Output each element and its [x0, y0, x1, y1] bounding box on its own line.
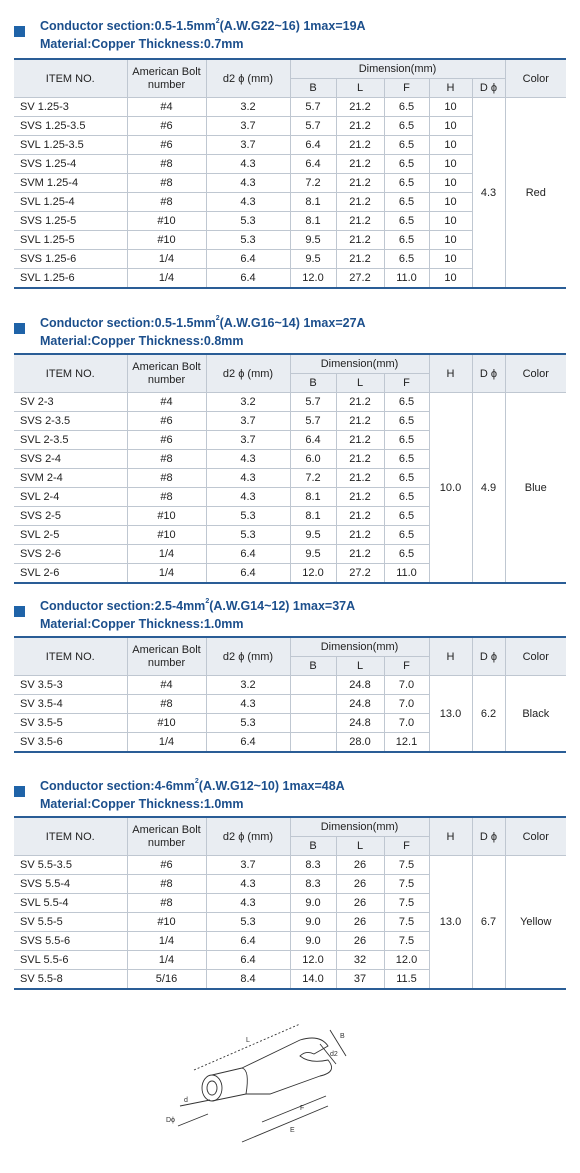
header-d2: d2 ϕ (mm) — [206, 817, 290, 856]
barrel-bore — [207, 1081, 217, 1095]
cell-d2: 4.3 — [206, 695, 290, 714]
cell-b: 9.5 — [290, 231, 336, 250]
cell-f: 6.5 — [384, 212, 429, 231]
cell-l: 21.2 — [336, 155, 384, 174]
cell-item: SVL 1.25-6 — [14, 269, 127, 289]
table-row — [14, 676, 566, 695]
cell-b: 6.4 — [290, 155, 336, 174]
cell-bolt: 1/4 — [127, 250, 206, 269]
cell-f: 6.5 — [384, 469, 429, 488]
header-bolt: American Bolt number — [127, 59, 206, 98]
cell-item: SV 3.5-6 — [14, 733, 127, 753]
cell-f: 6.5 — [384, 450, 429, 469]
cell-f: 6.5 — [384, 545, 429, 564]
cell-l: 24.8 — [336, 695, 384, 714]
label-f: F — [300, 1105, 305, 1112]
cell-d2: 6.4 — [206, 951, 290, 970]
cell-f: 11.0 — [384, 269, 429, 289]
cell-h: 10 — [429, 193, 472, 212]
cell-f: 6.5 — [384, 412, 429, 431]
cell-f: 6.5 — [384, 231, 429, 250]
cell-bolt: #4 — [127, 98, 206, 117]
cell-l: 21.2 — [336, 526, 384, 545]
cell-b: 9.0 — [290, 932, 336, 951]
section-material: Material:Copper Thickness:1.0mm — [40, 617, 244, 631]
cell-l: 21.2 — [336, 136, 384, 155]
cell-item: SVL 1.25-4 — [14, 193, 127, 212]
spec-table — [14, 58, 566, 289]
dim-line-l — [194, 1024, 300, 1070]
merged-color: Blue — [505, 393, 566, 584]
cell-bolt: #10 — [127, 526, 206, 545]
cell-l: 37 — [336, 970, 384, 990]
cell-bolt: 1/4 — [127, 733, 206, 753]
barrel-end — [242, 1068, 247, 1094]
header-color: Color — [505, 637, 566, 676]
cell-l: 21.2 — [336, 231, 384, 250]
cell-d2: 3.2 — [206, 98, 290, 117]
diagram-labels — [166, 1033, 345, 1134]
cell-d2: 5.3 — [206, 714, 290, 733]
header-color: Color — [505, 59, 566, 98]
header-b: B — [290, 374, 336, 393]
cell-b: 9.5 — [290, 526, 336, 545]
terminal-drawing — [178, 1024, 346, 1142]
cell-bolt: 1/4 — [127, 932, 206, 951]
cell-b: 8.3 — [290, 875, 336, 894]
label-d: d — [184, 1097, 188, 1104]
header-bolt: American Bolt number — [127, 354, 206, 393]
cell-item: SVM 2-4 — [14, 469, 127, 488]
section-marker-icon — [14, 606, 25, 617]
cell-h: 10 — [429, 212, 472, 231]
cell-f: 7.5 — [384, 913, 429, 932]
cell-d2: 4.3 — [206, 450, 290, 469]
cell-bolt: #8 — [127, 894, 206, 913]
cell-b: 12.0 — [290, 564, 336, 584]
cell-bolt: #8 — [127, 469, 206, 488]
header-color: Color — [505, 817, 566, 856]
spec-table — [14, 636, 566, 753]
header-h: H — [429, 637, 472, 676]
cell-l: 21.2 — [336, 450, 384, 469]
cell-l: 26 — [336, 875, 384, 894]
cell-b — [290, 695, 336, 714]
cell-item: SVL 2-4 — [14, 488, 127, 507]
cell-l: 21.2 — [336, 469, 384, 488]
cell-f: 6.5 — [384, 155, 429, 174]
cell-item: SVS 2-3.5 — [14, 412, 127, 431]
header-dimension: Dimension(mm) — [290, 637, 429, 657]
header-item: ITEM NO. — [14, 637, 127, 676]
header-d2: d2 ϕ (mm) — [206, 59, 290, 98]
cell-f: 7.5 — [384, 932, 429, 951]
cell-item: SVS 2-5 — [14, 507, 127, 526]
cell-f: 11.0 — [384, 564, 429, 584]
header-color: Color — [505, 354, 566, 393]
cell-item: SVL 2-3.5 — [14, 431, 127, 450]
section-marker-icon — [14, 323, 25, 334]
section-material: Material:Copper Thickness:1.0mm — [40, 797, 244, 811]
label-dphi: Dϕ — [166, 1117, 175, 1124]
merged-h: 10.0 — [429, 393, 472, 584]
cell-b: 5.7 — [290, 117, 336, 136]
cell-item: SVS 1.25-3.5 — [14, 117, 127, 136]
table-body — [14, 393, 566, 584]
cell-item: SVS 1.25-4 — [14, 155, 127, 174]
merged-color: Black — [505, 676, 566, 753]
header-dphi: D ϕ — [472, 79, 505, 98]
label-b: B — [340, 1033, 345, 1040]
cell-bolt: #4 — [127, 676, 206, 695]
cell-f: 12.0 — [384, 951, 429, 970]
cell-l: 21.2 — [336, 193, 384, 212]
cell-b: 7.2 — [290, 469, 336, 488]
spec-table — [14, 816, 566, 990]
cell-item: SVS 5.5-6 — [14, 932, 127, 951]
cell-item: SV 2-3 — [14, 393, 127, 412]
header-dphi: D ϕ — [472, 637, 505, 676]
cell-l: 27.2 — [336, 564, 384, 584]
cell-b: 12.0 — [290, 269, 336, 289]
header-l: L — [336, 79, 384, 98]
cell-d2: 4.3 — [206, 174, 290, 193]
cell-b: 6.4 — [290, 431, 336, 450]
cell-d2: 5.3 — [206, 231, 290, 250]
cell-l: 27.2 — [336, 269, 384, 289]
cell-h: 10 — [429, 117, 472, 136]
header-d2: d2 ϕ (mm) — [206, 637, 290, 676]
header-h: H — [429, 354, 472, 393]
header-item: ITEM NO. — [14, 59, 127, 98]
cell-bolt: #6 — [127, 856, 206, 875]
cell-d2: 4.3 — [206, 894, 290, 913]
cell-f: 7.0 — [384, 714, 429, 733]
cell-bolt: 1/4 — [127, 564, 206, 584]
cell-item: SV 3.5-4 — [14, 695, 127, 714]
merged-h: 13.0 — [429, 856, 472, 990]
cell-h: 10 — [429, 98, 472, 117]
section-2 — [0, 315, 580, 579]
section-title: Conductor $section:0.5-1.5mm^2(A.W.G22\sim 16)$ 1max=19A — [40, 18, 366, 33]
cell-l: 21.2 — [336, 393, 384, 412]
cell-item: SV 3.5-3 — [14, 676, 127, 695]
label-e: E — [290, 1127, 295, 1134]
cell-b: 9.5 — [290, 250, 336, 269]
cell-b — [290, 714, 336, 733]
cell-f: 6.5 — [384, 193, 429, 212]
cell-bolt: #8 — [127, 450, 206, 469]
table-row — [14, 856, 566, 875]
cell-d2: 6.4 — [206, 269, 290, 289]
header-b: B — [290, 837, 336, 856]
cell-f: 12.1 — [384, 733, 429, 753]
header-b: B — [290, 79, 336, 98]
cell-item: SVL 2-6 — [14, 564, 127, 584]
cell-f: 6.5 — [384, 250, 429, 269]
cell-bolt: #10 — [127, 913, 206, 932]
cell-item: SV 1.25-3 — [14, 98, 127, 117]
cell-d2: 6.4 — [206, 932, 290, 951]
header-dphi: D ϕ — [472, 817, 505, 856]
cell-d2: 3.7 — [206, 412, 290, 431]
cell-f: 6.5 — [384, 393, 429, 412]
cell-l: 21.2 — [336, 431, 384, 450]
cell-f: 7.5 — [384, 894, 429, 913]
cell-d2: 3.7 — [206, 431, 290, 450]
cell-bolt: 1/4 — [127, 545, 206, 564]
cell-d2: 6.4 — [206, 545, 290, 564]
cell-item: SVL 2-5 — [14, 526, 127, 545]
label-d2: d2 — [330, 1051, 338, 1058]
cell-b: 8.1 — [290, 212, 336, 231]
cell-l: 26 — [336, 932, 384, 951]
header-dphi: D ϕ — [472, 354, 505, 393]
merged-dphi: 4.9 — [472, 393, 505, 584]
merged-dphi: 6.7 — [472, 856, 505, 990]
cell-d2: 4.3 — [206, 469, 290, 488]
header-h: H — [429, 79, 472, 98]
cell-d2: 8.4 — [206, 970, 290, 990]
cell-b: 9.5 — [290, 545, 336, 564]
cell-bolt: 5/16 — [127, 970, 206, 990]
cell-f: 6.5 — [384, 117, 429, 136]
cell-b: 8.1 — [290, 507, 336, 526]
cell-d2: 6.4 — [206, 250, 290, 269]
section-3 — [0, 598, 580, 748]
cell-d2: 4.3 — [206, 193, 290, 212]
cell-b: 6.4 — [290, 136, 336, 155]
cell-b: 8.3 — [290, 856, 336, 875]
cell-bolt: #8 — [127, 875, 206, 894]
cell-b: 12.0 — [290, 951, 336, 970]
cell-b: 9.0 — [290, 894, 336, 913]
section-1 — [0, 18, 580, 284]
merged-dphi: 6.2 — [472, 676, 505, 753]
cell-item: SVL 5.5-4 — [14, 894, 127, 913]
barrel-opening — [202, 1075, 222, 1101]
cell-l: 26 — [336, 894, 384, 913]
cell-item: SV 3.5-5 — [14, 714, 127, 733]
cell-l: 21.2 — [336, 545, 384, 564]
section-material: Material:Copper Thickness:0.7mm — [40, 37, 244, 51]
cell-f: 7.5 — [384, 875, 429, 894]
table-body — [14, 856, 566, 990]
section-title: Conductor $section:4-6mm^2(A.W.G12\sim 10)$ 1max=48A — [40, 778, 345, 793]
header-d2: d2 ϕ (mm) — [206, 354, 290, 393]
header-bolt: American Bolt number — [127, 637, 206, 676]
table-body — [14, 676, 566, 753]
cell-l: 26 — [336, 913, 384, 932]
cell-f: 6.5 — [384, 431, 429, 450]
table-body — [14, 98, 566, 289]
cell-b: 7.2 — [290, 174, 336, 193]
section-title: Conductor $section:2.5-4mm^2(A.W.G14\sim 12)$ 1max=37A — [40, 598, 356, 613]
cell-item: SV 5.5-3.5 — [14, 856, 127, 875]
cell-item: SVM 1.25-4 — [14, 174, 127, 193]
cell-bolt: #8 — [127, 193, 206, 212]
cell-h: 10 — [429, 155, 472, 174]
cell-b — [290, 676, 336, 695]
cell-bolt: #8 — [127, 695, 206, 714]
cell-b: 6.0 — [290, 450, 336, 469]
header-dimension: Dimension(mm) — [290, 817, 429, 837]
cell-bolt: #6 — [127, 136, 206, 155]
cell-item: SVL 1.25-3.5 — [14, 136, 127, 155]
header-bolt: American Bolt number — [127, 817, 206, 856]
cell-bolt: #6 — [127, 117, 206, 136]
merged-color: Red — [505, 98, 566, 289]
section-title: Conductor $section:0.5-1.5mm^2(A.W.G16\sim 14)$ 1max=27A — [40, 315, 366, 330]
cell-l: 21.2 — [336, 117, 384, 136]
cell-b: 8.1 — [290, 488, 336, 507]
cell-l: 21.2 — [336, 412, 384, 431]
header-l: L — [336, 657, 384, 676]
header-b: B — [290, 657, 336, 676]
barrel-body — [212, 1068, 246, 1101]
cell-l: 26 — [336, 856, 384, 875]
cell-bolt: #6 — [127, 412, 206, 431]
cell-h: 10 — [429, 174, 472, 193]
cell-b: 5.7 — [290, 412, 336, 431]
merged-color: Yellow — [505, 856, 566, 990]
dim-line-f — [262, 1096, 326, 1122]
cell-b: 9.0 — [290, 913, 336, 932]
merged-h: 13.0 — [429, 676, 472, 753]
header-l: L — [336, 837, 384, 856]
cell-bolt: #8 — [127, 488, 206, 507]
cell-f: 7.5 — [384, 856, 429, 875]
cell-bolt: #10 — [127, 507, 206, 526]
cell-b: 5.7 — [290, 393, 336, 412]
spade-terminal-diagram — [150, 1010, 380, 1160]
header-dimension: Dimension(mm) — [290, 354, 429, 374]
section-4 — [0, 778, 580, 985]
cell-item: SVS 5.5-4 — [14, 875, 127, 894]
cell-item: SVL 5.5-6 — [14, 951, 127, 970]
cell-f: 6.5 — [384, 507, 429, 526]
header-item: ITEM NO. — [14, 817, 127, 856]
section-marker-icon — [14, 26, 25, 37]
cell-h: 10 — [429, 269, 472, 289]
cell-bolt: 1/4 — [127, 269, 206, 289]
header-f: F — [384, 79, 429, 98]
label-l: L — [246, 1037, 250, 1044]
spec-table — [14, 353, 566, 584]
cell-d2: 4.3 — [206, 488, 290, 507]
section-material: Material:Copper Thickness:0.8mm — [40, 334, 244, 348]
cell-h: 10 — [429, 250, 472, 269]
cell-l: 21.2 — [336, 507, 384, 526]
cell-f: 7.0 — [384, 695, 429, 714]
cell-item: SV 5.5-5 — [14, 913, 127, 932]
header-l: L — [336, 374, 384, 393]
cell-item: SVL 1.25-5 — [14, 231, 127, 250]
header-h: H — [429, 817, 472, 856]
cell-d2: 5.3 — [206, 507, 290, 526]
cell-d2: 3.7 — [206, 136, 290, 155]
cell-b: 8.1 — [290, 193, 336, 212]
cell-l: 24.8 — [336, 714, 384, 733]
cell-f: 7.0 — [384, 676, 429, 695]
cell-d2: 3.2 — [206, 393, 290, 412]
cell-f: 6.5 — [384, 136, 429, 155]
header-f: F — [384, 837, 429, 856]
cell-l: 28.0 — [336, 733, 384, 753]
cell-item: SVS 2-4 — [14, 450, 127, 469]
cell-b — [290, 733, 336, 753]
table-row — [14, 98, 566, 117]
dim-line-e — [242, 1106, 328, 1142]
cell-bolt: #10 — [127, 714, 206, 733]
cell-h: 10 — [429, 136, 472, 155]
cell-bolt: #10 — [127, 212, 206, 231]
cell-bolt: #8 — [127, 174, 206, 193]
cell-l: 21.2 — [336, 174, 384, 193]
cell-item: SVS 1.25-6 — [14, 250, 127, 269]
cell-f: 6.5 — [384, 174, 429, 193]
cell-bolt: 1/4 — [127, 951, 206, 970]
cell-d2: 3.7 — [206, 117, 290, 136]
cell-d2: 6.4 — [206, 733, 290, 753]
cell-l: 32 — [336, 951, 384, 970]
cell-f: 11.5 — [384, 970, 429, 990]
cell-bolt: #8 — [127, 155, 206, 174]
cell-d2: 4.3 — [206, 155, 290, 174]
cell-b: 5.7 — [290, 98, 336, 117]
cell-f: 6.5 — [384, 488, 429, 507]
header-f: F — [384, 374, 429, 393]
cell-l: 21.2 — [336, 250, 384, 269]
cell-d2: 3.7 — [206, 856, 290, 875]
header-dimension: Dimension(mm) — [290, 59, 505, 79]
cell-l: 24.8 — [336, 676, 384, 695]
cell-f: 6.5 — [384, 98, 429, 117]
dim-line-dphi — [178, 1114, 208, 1126]
cell-d2: 3.2 — [206, 676, 290, 695]
cell-l: 21.2 — [336, 212, 384, 231]
spade-tongue — [242, 1038, 332, 1094]
cell-d2: 4.3 — [206, 875, 290, 894]
cell-bolt: #6 — [127, 431, 206, 450]
header-item: ITEM NO. — [14, 354, 127, 393]
header-f: F — [384, 657, 429, 676]
cell-b: 14.0 — [290, 970, 336, 990]
cell-d2: 5.3 — [206, 212, 290, 231]
cell-l: 21.2 — [336, 488, 384, 507]
table-row — [14, 393, 566, 412]
cell-bolt: #10 — [127, 231, 206, 250]
section-marker-icon — [14, 786, 25, 797]
cell-d2: 6.4 — [206, 564, 290, 584]
cell-d2: 5.3 — [206, 913, 290, 932]
cell-bolt: #4 — [127, 393, 206, 412]
cell-h: 10 — [429, 231, 472, 250]
cell-f: 6.5 — [384, 526, 429, 545]
cell-item: SVS 1.25-5 — [14, 212, 127, 231]
cell-item: SVS 2-6 — [14, 545, 127, 564]
cell-d2: 5.3 — [206, 526, 290, 545]
merged-dphi: 4.3 — [472, 98, 505, 289]
cell-l: 21.2 — [336, 98, 384, 117]
cell-item: SV 5.5-8 — [14, 970, 127, 990]
